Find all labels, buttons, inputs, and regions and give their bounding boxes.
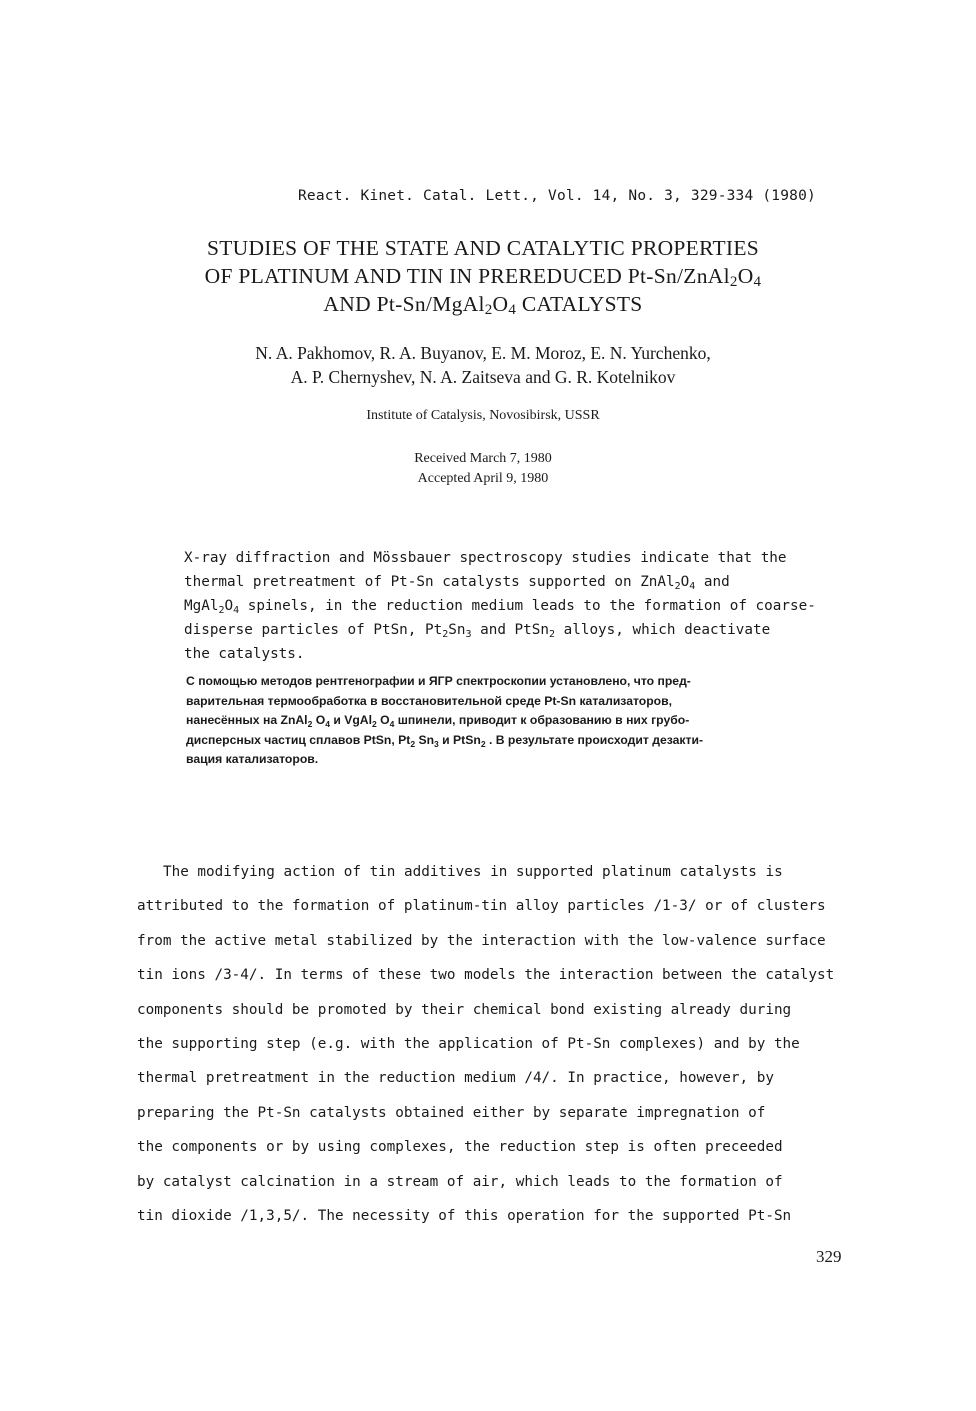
authors-line-2: A. P. Chernyshev, N. A. Zaitseva and G. R. Kotelnikov [290, 367, 676, 387]
body-line: tin dioxide /1,3,5/. The necessity of this operation for the supported Pt-Sn [137, 1208, 792, 1225]
body-line: attributed to the formation of platinum-tin alloy particles /1-3/ or of clusters [137, 898, 826, 915]
title-line-2: OF PLATINUM AND TIN IN PREREDUCED $Pt-Sn/ZnAl_2O_4$ [204, 264, 762, 290]
abstract-en-line: X-ray diffraction and Mössbauer spectroscopy studies indicate that the [184, 550, 787, 566]
received-date: Received March 7, 1980 [414, 451, 552, 466]
abstract-russian [186, 672, 846, 770]
abstract-english [184, 546, 884, 666]
body-line: The modifying action of tin additives in supported platinum catalysts is [163, 864, 783, 880]
abstract-ru-line: дисперсных частиц сплавов PtSn, $Pt_2$ $Sn_3$ и PtSn$_2$ . В результате происходит дезакти- [186, 732, 704, 749]
abstract-en-line: the catalysts. [184, 646, 305, 662]
body-line: preparing the Pt-Sn catalysts obtained either by separate impregnation of [137, 1104, 766, 1121]
title-line-1: STUDIES OF THE STATE AND CATALYTIC PROPERTIES [206, 236, 760, 260]
abstract-ru-line: С помощью методов рентгенографии и ЯГР спектроскопии установлено, что пред- [186, 674, 691, 688]
affiliation: Institute of Catalysis, Novosibirsk, USSR [366, 408, 600, 423]
body-line: tin ions /3-4/. In terms of these two models the interaction between the catalyst [137, 967, 835, 984]
body-line: thermal pretreatment in the reduction medium /4/. In practice, however, by [137, 1070, 774, 1087]
journal-reference: React. Kinet. Catal. Lett., Vol. 14, No. 3, 329-334 (1980) [298, 188, 816, 204]
body-line: by catalyst calcination in a stream of air, which leads to the formation of [137, 1173, 783, 1190]
body-line: the components or by using complexes, the reduction step is often preceeded [137, 1139, 783, 1156]
abstract-en-line: disperse particles of PtSn, $Pt_2Sn_3$ and PtSn$_2$ alloys, which deactivate [184, 622, 771, 640]
authors-line-1: N. A. Pakhomov, R. A. Buyanov, E. M. Moroz, E. N. Yurchenko, [255, 343, 711, 363]
body-line: components should be promoted by their chemical bond existing already during [137, 1001, 792, 1018]
author-list [150, 341, 816, 389]
abstract-en-line: thermal pretreatment of Pt-Sn catalysts supported on $ZnAl_2O_4$ and [184, 574, 730, 592]
abstract-ru-line: варительная термообработка в восстановительной среде Pt-Sn катализаторов, [186, 693, 673, 708]
body-line: from the active metal stabilized by the interaction with the low-valence surface [137, 932, 826, 949]
page-number: 329 [816, 1247, 842, 1266]
abstract-en-line: $MgAl_2O_4$ spinels, in the reduction medium leads to the formation of coarse- [184, 598, 816, 616]
body-line: the supporting step (e.g. with the application of Pt-Sn complexes) and by the [137, 1036, 800, 1053]
abstract-ru-line: нанесённых на ZnAl$_2$ $O_4$ и VgAl$_2$ $O_4$ шпинели, приводит к образованию в них грубо- [186, 713, 690, 729]
accepted-date: Accepted April 9, 1980 [417, 471, 549, 486]
body-paragraph [137, 855, 877, 1233]
abstract-ru-line: вация катализаторов. [186, 752, 319, 766]
submission-dates [150, 449, 816, 489]
title-line-3: AND $Pt-Sn/MgAl_2O_4$ CATALYSTS [323, 292, 643, 318]
paper-title [150, 234, 816, 318]
